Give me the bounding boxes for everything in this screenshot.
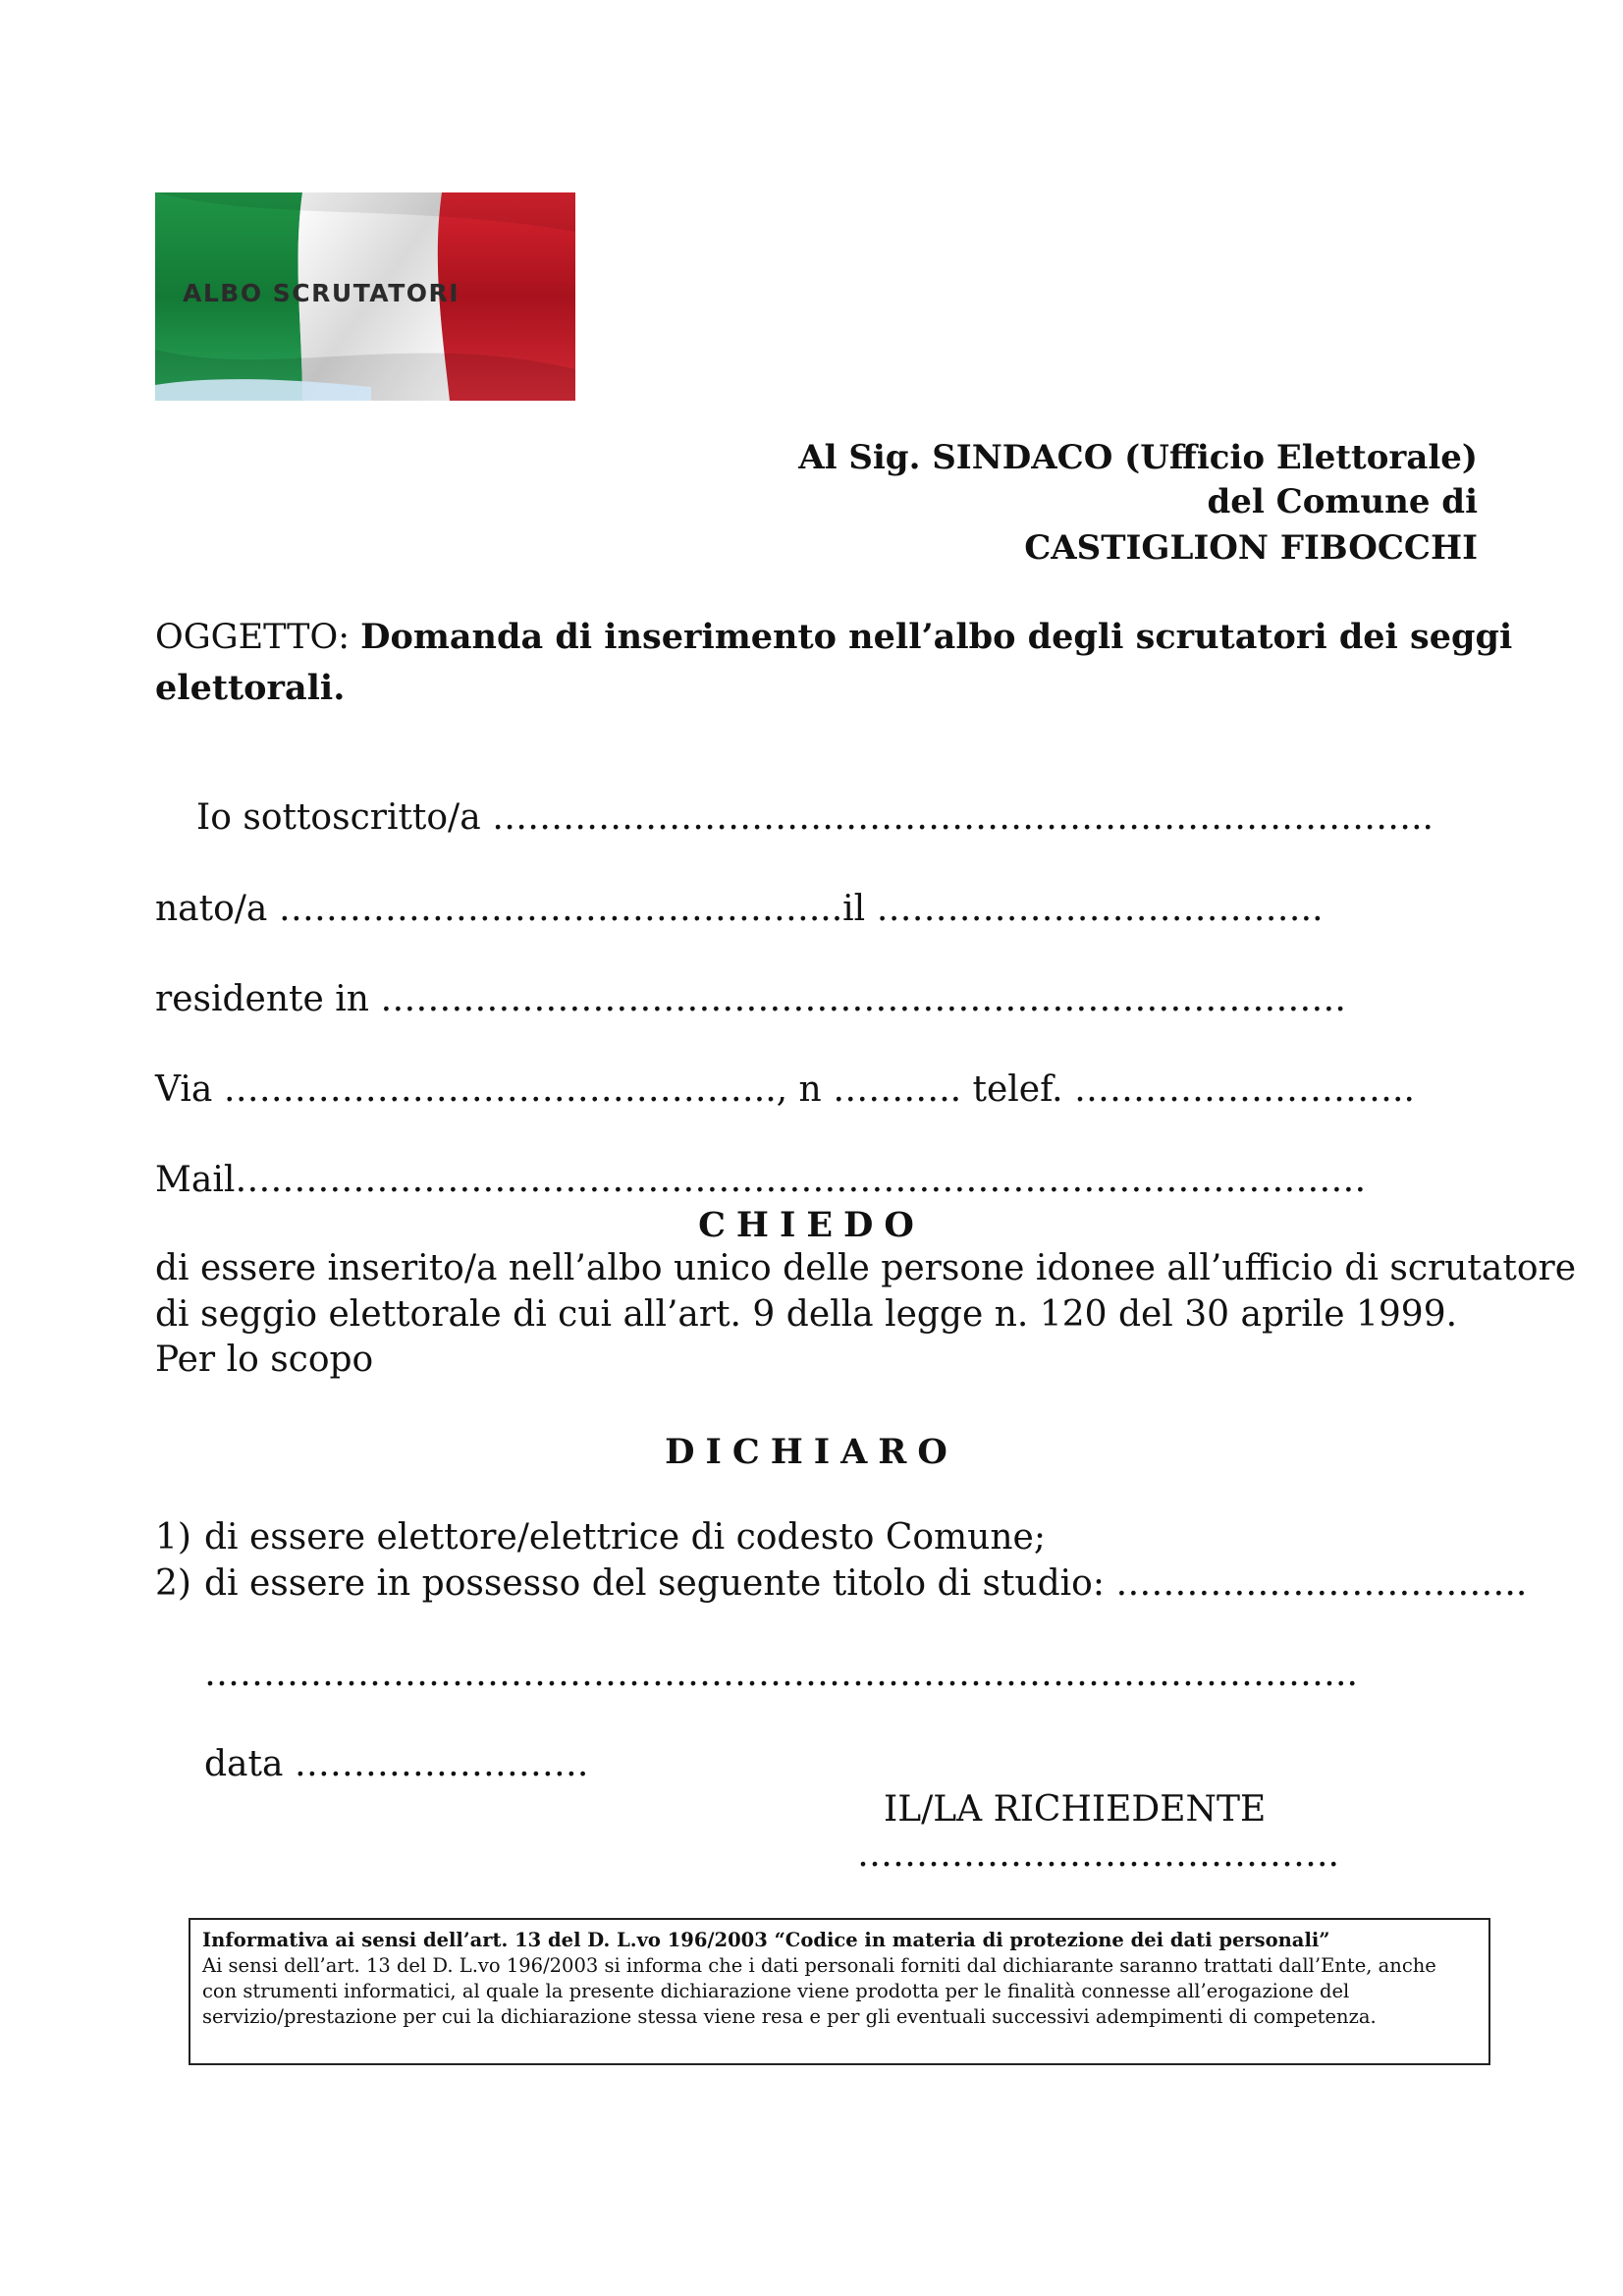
dichiaro-heading: DICHIARO bbox=[665, 1432, 958, 1472]
chiedo-text-1: di essere inserito/a nell’albo unico delle persone idonee all’ufficio di scrutatore bbox=[155, 1248, 1577, 1288]
field-titolo-continued[interactable]: …………………………………………………………………………………….. bbox=[204, 1654, 1358, 1694]
field-residente[interactable]: residente in ………………………………………………………………………. bbox=[155, 979, 1346, 1019]
field-mail[interactable]: Mail…………………………………………………………………………………… bbox=[155, 1160, 1367, 1200]
field-data[interactable]: data ……………………. bbox=[204, 1744, 589, 1784]
albo-scrutatori-logo bbox=[155, 192, 575, 401]
recipient-line-1: Al Sig. SINDACO (Ufficio Elettorale) bbox=[798, 438, 1478, 477]
privacy-notice-title: Informativa ai sensi dell’art. 13 del D. L.vo 196/2003 “Codice in materia di protezione dei dati personali” bbox=[202, 1929, 1330, 1951]
privacy-notice-body: Ai sensi dell’art. 13 del D. L.vo 196/2003 si informa che i dati personali forniti dal dichiarante saranno trattati dall’Ente, anche con strumenti informatici, al quale la presente dichiarazione viene prodotta per le finalità connesse all’erogazione del servizio/prestazione per cui la dichiarazione stessa viene resa e per gli eventuali successivi adempimenti di competenza. bbox=[202, 1954, 1436, 2028]
subject-text: Domanda di inserimento nell’albo degli scrutatori dei seggi bbox=[360, 617, 1513, 657]
privacy-notice-box bbox=[189, 1918, 1490, 2065]
field-via-telef[interactable]: Via ……………………………………….., n ……….. telef. ……………………….. bbox=[155, 1069, 1415, 1110]
chiedo-text-2: di seggio elettorale di cui all’art. 9 della legge n. 120 del 30 aprile 1999. bbox=[155, 1294, 1458, 1335]
chiedo-text-3: Per lo scopo bbox=[155, 1339, 374, 1380]
field-titolo-di-studio[interactable]: di essere in possesso del seguente titolo di studio: …………………………….. bbox=[204, 1563, 1528, 1604]
recipient-line-3: CASTIGLION FIBOCCHI bbox=[1024, 528, 1478, 568]
subject-text-continued: elettorali. bbox=[155, 668, 346, 708]
field-nato-il[interactable]: nato/a ………………………………………...il ……………………………….. bbox=[155, 889, 1324, 929]
subject bbox=[155, 617, 1512, 657]
signature-field[interactable]: ………………………………….. bbox=[857, 1834, 1339, 1875]
list-item-number: 2) bbox=[155, 1563, 191, 1604]
logo-text: ALBO SCRUTATORI bbox=[183, 279, 460, 307]
signature-label: IL/LA RICHIEDENTE bbox=[884, 1789, 1267, 1830]
field-io-sottoscritto[interactable]: Io sottoscritto/a …………………………………………………………………….. bbox=[196, 797, 1434, 838]
list-item-number: 1) bbox=[155, 1517, 191, 1558]
recipient-line-2: del Comune di bbox=[1207, 482, 1478, 521]
list-item-text: di essere elettore/elettrice di codesto Comune; bbox=[204, 1517, 1046, 1558]
subject-label: OGGETTO: bbox=[155, 618, 350, 657]
chiedo-heading: CHIEDO bbox=[698, 1205, 925, 1245]
